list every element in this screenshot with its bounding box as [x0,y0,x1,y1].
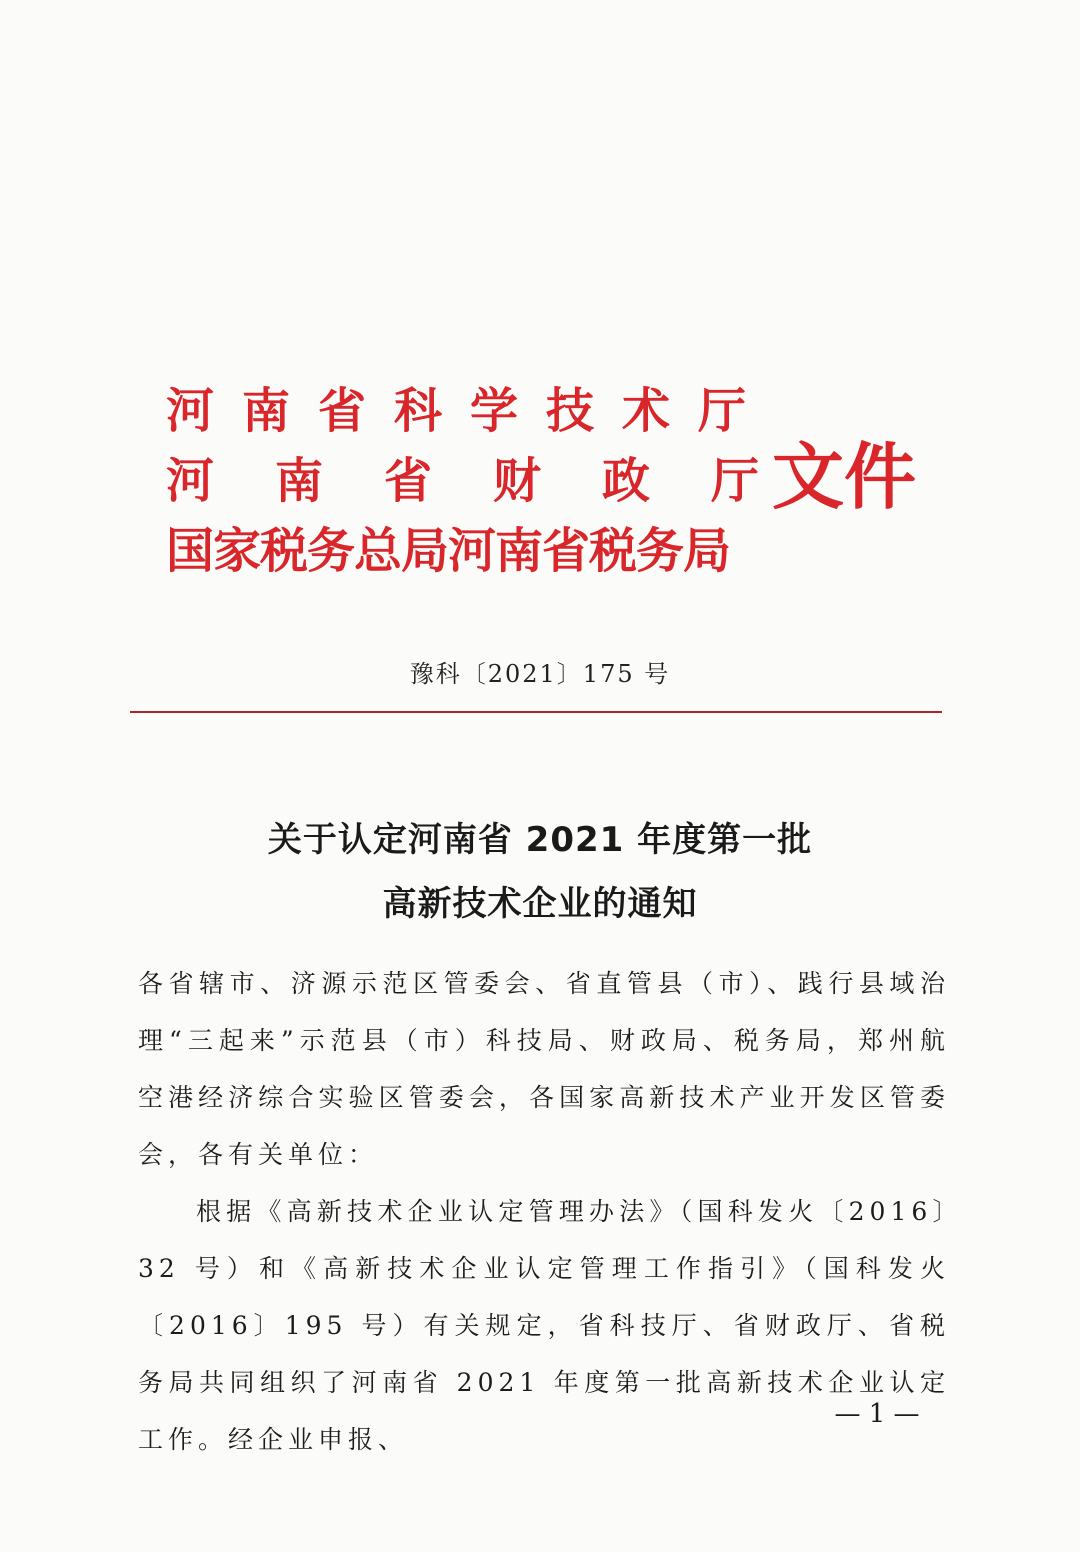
issuer-science-department: 河南省科学技术厅 [166,383,775,439]
document-body [138,955,950,1468]
red-divider-line [130,711,942,713]
body-paragraph-1: 根据《高新技术企业认定管理办法》（国科发火〔2016〕32 号）和《高新技术企业认定管理工作指引》（国科发火〔2016〕195 号）有关规定，省科技厅、省财政厅、省税务局共同组织了河南省 2021 年度第一批高新技术企业认定工作。经企业申报、 [138,1197,950,1454]
document-title [0,808,1080,936]
page-number: — 1 — [834,1399,920,1429]
issuing-authorities [166,376,821,586]
issuer-tax-bureau: 国家税务总局河南省税务局 [166,523,731,579]
document-type-label: 文件 [772,435,917,519]
title-line-1: 关于认定河南省 2021 年度第一批 [267,820,813,860]
addressee-paragraph: 各省辖市、济源示范区管委会、省直管县（市）、践行县域治理“三起来”示范县（市）科技局、财政局、税务局，郑州航空港经济综合实验区管委会，各国家高新技术产业开发区管委会，各有关单位： [138,969,950,1169]
issuer-finance-department: 河南省财政厅 [166,453,821,509]
title-line-2: 高新技术企业的通知 [382,884,698,924]
document-number: 豫科〔2021〕175 号 [409,660,671,688]
